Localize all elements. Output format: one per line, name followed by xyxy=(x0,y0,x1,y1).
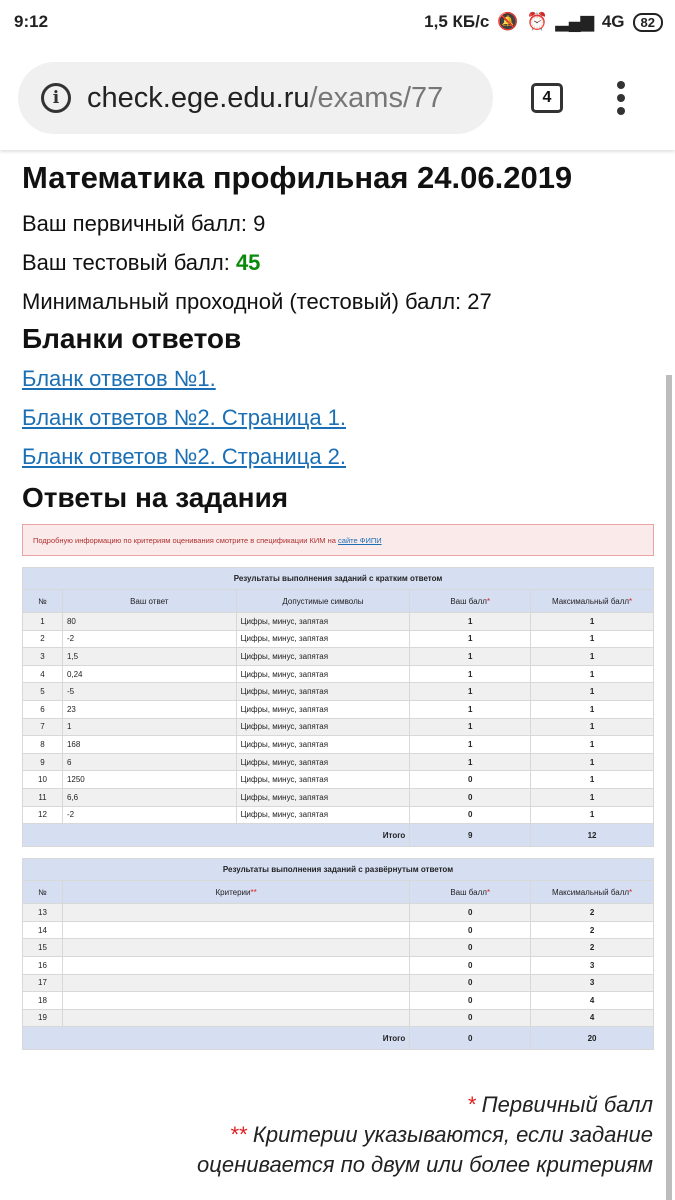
form-link-1[interactable]: Бланк ответов №1. xyxy=(22,366,216,391)
table-cell xyxy=(62,904,409,922)
table-cell: Цифры, минус, запятая xyxy=(236,700,410,718)
url-text[interactable] xyxy=(87,82,443,115)
alarm-icon: ⏰ xyxy=(526,12,548,31)
table-cell: 0 xyxy=(410,992,531,1010)
forms-heading: Бланки ответов xyxy=(22,323,242,354)
table-row xyxy=(23,921,654,939)
table-cell: 2 xyxy=(531,939,654,957)
status-bar xyxy=(0,0,675,45)
table-cell: Цифры, минус, запятая xyxy=(236,630,410,648)
info-icon[interactable]: i xyxy=(41,83,71,113)
table-cell: 6,6 xyxy=(62,788,236,806)
table-cell: 1 xyxy=(531,648,654,666)
table-cell: Цифры, минус, запятая xyxy=(236,753,410,771)
table-cell: 1250 xyxy=(62,771,236,789)
table-cell: 3 xyxy=(23,648,63,666)
scrollbar[interactable] xyxy=(666,375,672,1200)
table-title: Результаты выполнения заданий с кратким ответом xyxy=(23,568,654,590)
total-score: 0 xyxy=(410,1027,531,1050)
table-cell: 9 xyxy=(23,753,63,771)
table-cell: 2 xyxy=(23,630,63,648)
primary-score: Ваш первичный балл: 9 xyxy=(22,211,266,236)
table-cell: 1 xyxy=(531,630,654,648)
table-cell: 5 xyxy=(23,683,63,701)
table-cell xyxy=(62,939,409,957)
table-row xyxy=(23,974,654,992)
table-cell: 1,5 xyxy=(62,648,236,666)
table-cell: 0,24 xyxy=(62,665,236,683)
network-speed: 1,5 КБ/с xyxy=(424,12,490,31)
table-cell: 8 xyxy=(23,736,63,754)
answers-heading: Ответы на задания xyxy=(22,482,289,513)
col-score: Ваш балл* xyxy=(410,590,531,613)
total-max: 20 xyxy=(531,1027,654,1050)
table-cell: 0 xyxy=(410,904,531,922)
table-cell: 6 xyxy=(62,753,236,771)
table-row xyxy=(23,771,654,789)
tab-switcher-button[interactable]: 4 xyxy=(531,83,563,113)
table-cell xyxy=(62,921,409,939)
table-cell: 0 xyxy=(410,921,531,939)
table-row xyxy=(23,1009,654,1027)
table-cell: 7 xyxy=(23,718,63,736)
battery-indicator: 82 xyxy=(633,13,663,32)
table-row xyxy=(23,806,654,824)
footnote-1: * Первичный балл xyxy=(466,1092,653,1117)
table-cell: 168 xyxy=(62,736,236,754)
min-score: Минимальный проходной (тестовый) балл: 27 xyxy=(22,289,492,314)
test-score xyxy=(22,243,654,282)
alert-text: Подробную информацию по критериям оценивания смотрите в спецификации КИМ на xyxy=(33,536,339,545)
table-cell: Цифры, минус, запятая xyxy=(236,771,410,789)
footnotes xyxy=(197,1090,653,1180)
table-cell: 11 xyxy=(23,788,63,806)
table-cell: 2 xyxy=(531,921,654,939)
table-cell: 1 xyxy=(410,718,531,736)
table-row xyxy=(23,648,654,666)
table-cell: 3 xyxy=(531,956,654,974)
footnote-2: ** Критерии указываются, если задание xyxy=(229,1122,653,1147)
table-cell: 0 xyxy=(410,806,531,824)
mute-icon: 🔕 xyxy=(497,12,519,31)
table-cell: 1 xyxy=(531,613,654,631)
table-cell: -2 xyxy=(62,806,236,824)
table-cell: 1 xyxy=(531,753,654,771)
table-cell: 15 xyxy=(23,939,63,957)
table-row xyxy=(23,613,654,631)
table-cell: 1 xyxy=(531,718,654,736)
table-cell: 1 xyxy=(531,788,654,806)
table-cell: 18 xyxy=(23,992,63,1010)
table-cell: 1 xyxy=(410,700,531,718)
total-score: 9 xyxy=(410,824,531,847)
col-max: Максимальный балл* xyxy=(531,881,654,904)
table-cell: Цифры, минус, запятая xyxy=(236,736,410,754)
col-criteria: Критерии** xyxy=(62,881,409,904)
table-cell: 0 xyxy=(410,974,531,992)
table-cell: 1 xyxy=(62,718,236,736)
table-row xyxy=(23,904,654,922)
table-cell: 1 xyxy=(531,700,654,718)
col-answer: Ваш ответ xyxy=(62,590,236,613)
clock: 9:12 xyxy=(14,12,49,31)
browser-toolbar xyxy=(0,45,675,150)
table-row xyxy=(23,753,654,771)
col-number: № xyxy=(23,881,63,904)
table-cell: 0 xyxy=(410,771,531,789)
table-row xyxy=(23,683,654,701)
table-cell: 16 xyxy=(23,956,63,974)
table-cell: Цифры, минус, запятая xyxy=(236,788,410,806)
table-cell: 12 xyxy=(23,806,63,824)
url-path: /exams/77 xyxy=(309,81,444,114)
footnote-2-cont: оценивается по двум или более критериям xyxy=(197,1152,653,1177)
table-row xyxy=(23,939,654,957)
network-type: 4G xyxy=(601,12,625,31)
table-cell: 23 xyxy=(62,700,236,718)
table-cell xyxy=(62,956,409,974)
table-title: Результаты выполнения заданий с развёрнутым ответом xyxy=(23,859,654,881)
table-row xyxy=(23,736,654,754)
table-cell: 4 xyxy=(23,665,63,683)
table-cell: 0 xyxy=(410,939,531,957)
table-cell: 1 xyxy=(531,683,654,701)
table-cell: 1 xyxy=(410,665,531,683)
table-cell: 1 xyxy=(531,736,654,754)
table-row xyxy=(23,992,654,1010)
table-cell xyxy=(62,974,409,992)
total-label: Итого xyxy=(23,824,410,847)
table-cell: 17 xyxy=(23,974,63,992)
test-score-label: Ваш тестовый балл: xyxy=(22,250,236,275)
page-content xyxy=(22,160,654,1050)
url-host: check.ege.edu.ru xyxy=(87,81,310,114)
total-label: Итого xyxy=(23,1027,410,1050)
table-cell: 19 xyxy=(23,1009,63,1027)
table-cell: 3 xyxy=(531,974,654,992)
col-symbols: Допустимые символы xyxy=(236,590,410,613)
table-cell: 2 xyxy=(531,904,654,922)
table-row xyxy=(23,788,654,806)
table-row xyxy=(23,700,654,718)
more-menu-icon[interactable] xyxy=(617,81,627,120)
short-answer-table xyxy=(22,567,654,847)
test-score-value: 45 xyxy=(235,250,261,275)
table-cell: 1 xyxy=(23,613,63,631)
table-cell: 0 xyxy=(410,788,531,806)
table-cell: Цифры, минус, запятая xyxy=(236,806,410,824)
table-cell: 1 xyxy=(410,736,531,754)
form-link-2-page-2[interactable]: Бланк ответов №2. Страница 2. xyxy=(22,444,347,469)
table-cell: 14 xyxy=(23,921,63,939)
table-cell: Цифры, минус, запятая xyxy=(236,683,410,701)
col-score: Ваш балл* xyxy=(410,881,531,904)
table-cell: 10 xyxy=(23,771,63,789)
table-cell: 1 xyxy=(531,771,654,789)
page-title: Математика профильная 24.06.2019 xyxy=(22,160,573,195)
table-cell: 1 xyxy=(531,806,654,824)
table-cell: 1 xyxy=(531,665,654,683)
form-link-2-page-1[interactable]: Бланк ответов №2. Страница 1. xyxy=(22,405,347,430)
long-answer-table xyxy=(22,858,654,1050)
table-cell: -2 xyxy=(62,630,236,648)
col-max: Максимальный балл* xyxy=(531,590,654,613)
col-number: № xyxy=(23,590,63,613)
address-bar[interactable] xyxy=(18,62,493,134)
table-cell: Цифры, минус, запятая xyxy=(236,648,410,666)
table-cell: 4 xyxy=(531,992,654,1010)
table-cell: 80 xyxy=(62,613,236,631)
table-row xyxy=(23,630,654,648)
table-cell: 1 xyxy=(410,630,531,648)
table-cell: Цифры, минус, запятая xyxy=(236,718,410,736)
table-row xyxy=(23,665,654,683)
table-cell: 4 xyxy=(531,1009,654,1027)
table-cell: Цифры, минус, запятая xyxy=(236,665,410,683)
table-cell: 0 xyxy=(410,956,531,974)
table-cell xyxy=(62,1009,409,1027)
table-cell: 1 xyxy=(410,648,531,666)
table-cell: 6 xyxy=(23,700,63,718)
table-cell xyxy=(62,992,409,1010)
table-cell: 1 xyxy=(410,753,531,771)
table-cell: 1 xyxy=(410,613,531,631)
table-cell: 13 xyxy=(23,904,63,922)
table-cell: -5 xyxy=(62,683,236,701)
total-max: 12 xyxy=(531,824,654,847)
info-alert xyxy=(22,524,654,556)
table-cell: Цифры, минус, запятая xyxy=(236,613,410,631)
signal-icon: ▂▄▆ xyxy=(555,12,594,31)
table-cell: 1 xyxy=(410,683,531,701)
table-cell: 0 xyxy=(410,1009,531,1027)
table-row xyxy=(23,956,654,974)
fipi-link[interactable]: сайте ФИПИ xyxy=(338,536,382,545)
table-row xyxy=(23,718,654,736)
